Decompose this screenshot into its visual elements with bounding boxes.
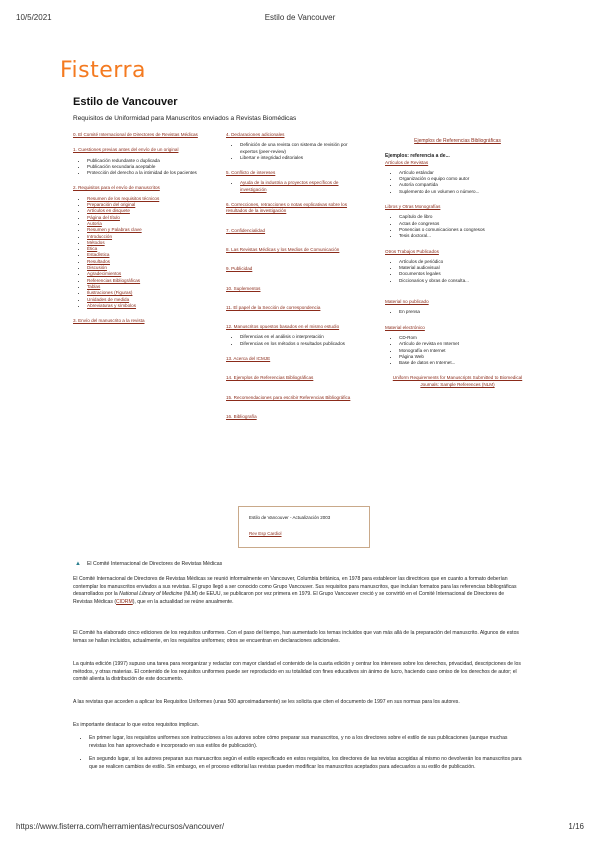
toc-link-6[interactable]: 6. Correcciones, retracciones o notas explicativas sobre los resultados de la investigación	[226, 202, 348, 214]
toc-sublist-1	[73, 158, 218, 177]
toc-sublink[interactable]: Estadística	[87, 252, 110, 258]
section-heading	[75, 561, 222, 567]
toc-link-5[interactable]: 5. Conflicto de intereses	[226, 170, 276, 176]
triangle-up-icon[interactable]: ▲	[75, 561, 81, 567]
list-item: • Actas de congresos	[399, 221, 530, 227]
toc-sublink[interactable]: Preparación del original	[87, 202, 136, 208]
toc-link-12[interactable]: 12. Manuscritos opuestos basados en el mismo estudio	[226, 324, 340, 330]
toc-link-3[interactable]: 3. Envío del manuscrito a la revista	[73, 318, 145, 324]
toc-sublink[interactable]: Métodos	[87, 239, 105, 245]
toc-sublink[interactable]: Resumen de los requisitos técnicos	[87, 195, 160, 201]
toc-sublink[interactable]: Artículos en disquete	[87, 208, 130, 214]
page-subtitle: Requisitos de Uniformidad para Manuscritos enviados a Revistas Biomédicas	[73, 115, 297, 122]
body-paragraph-5: Es importante destacar lo que estos requisitos implican.	[73, 722, 199, 728]
print-url: https://www.fisterra.com/herramientas/recursos/vancouver/	[16, 822, 225, 831]
toc-sublink[interactable]: Discusión	[87, 265, 107, 271]
paragraph-text: El Comité Internacional de Directores de Revistas Médicas se reunió informalmente en Vancouver, Columbia británica, en 1978 para establecer las directrices que en cuanto a formato deberían contemplar los manuscritos enviados a sus revistas. El grupo llegó a ser conocido como Grupo Vancouver. Sus requisitos para manuscritos, que incluían formatos para las referencias bibliográficas desarrollados por la	[73, 576, 517, 597]
reference-box-title: Estilo de Vancouver - Actualización 2003	[249, 515, 331, 520]
list-item: • Autoría compartida	[399, 182, 530, 188]
toc-link-8[interactable]: 8. Las Revistas Médicas y los Medios de Comunicación	[226, 246, 340, 252]
toc-link-16[interactable]: 16. Bibliografía	[226, 413, 257, 419]
toc-sublink[interactable]: Abreviaturas y símbolos	[87, 302, 137, 308]
list-item: • Página Web	[399, 354, 530, 360]
list-item: • Monografía en Internet	[399, 348, 530, 354]
toc-link-9[interactable]: 9. Publicidad	[226, 266, 253, 272]
paragraph-emphasis: National Library of Medicine	[119, 591, 183, 597]
toc-link-15[interactable]: 15. Recomendaciones para escribir Referencias Bibliográfica	[226, 394, 351, 400]
toc-link-1[interactable]: 1. Cuestiones previas antes del envío de un original	[73, 147, 179, 153]
examples-list	[385, 259, 530, 284]
list-item: • Protección del derecho a la intimidad de los pacientes	[87, 170, 218, 176]
section-heading-text: El Comité Internacional de Directores de Revistas Médicas	[86, 561, 223, 567]
list-item: • Publicación redundante o duplicada	[87, 158, 218, 164]
toc-link-0[interactable]: 0. El Comité Internacional de Directores de Revistas Médicas	[73, 132, 198, 137]
examples-heading-link[interactable]: Ejemplos de Referencias Bibliográficas	[414, 138, 501, 144]
toc-link-4[interactable]: 4. Declaraciones adicionales	[226, 132, 285, 137]
toc-link-13[interactable]: 13. Acerca del ICMJE	[226, 356, 271, 362]
print-date: 10/5/2021	[16, 13, 52, 22]
toc-sublist-12	[226, 334, 366, 347]
toc-sublink[interactable]: Agradecimientos	[87, 271, 122, 277]
paragraph-text: (NLM) de EEUU, se publicaron por vez primera en 1979. El Grupo Vancouver creció y se convirtió en el Comité Internacional de Directores de Revistas Médicas (	[73, 591, 505, 605]
examples-column	[385, 138, 530, 388]
list-item: • En segundo lugar, si los autores preparan sus manuscritos según el estilo especificado en estos requisitos, los directores de las revistas acogidas al mismo no devolverán los manuscritos para que se realicen cambios de estilo. Sin embargo, en el proceso editorial las revistas pueden modificar los manuscritos aceptados para adecuarlos a su estilo de publicación.	[89, 756, 525, 771]
page-title: Estilo de Vancouver	[73, 96, 178, 108]
toc-sublink[interactable]: Página del título	[87, 214, 120, 220]
list-item: • Organización o equipo como autor	[399, 176, 530, 182]
examples-list	[385, 170, 530, 195]
examples-category-link[interactable]: Artículos de Revistas	[385, 159, 429, 165]
examples-title: Ejemplos: referencia a de...	[385, 153, 450, 160]
list-item: • Suplemento de un volumen o número...	[399, 189, 530, 195]
body-paragraph-2: El Comité ha elaborado cinco ediciones de los requisitos uniformes. Con el paso del tiempo, han aumentado los temas incluidos que van más allá de la preparación del manuscrito. Algunos de estos temas se hallan incluidos, actualmente, en los requisitos uniformes; otros se encuentran en declaraciones adicionales.	[73, 630, 519, 644]
body-paragraph-1	[73, 576, 525, 606]
toc-sublink[interactable]: Ilustraciones (Figuras)	[87, 290, 133, 296]
examples-category-link[interactable]: Libros y Otras Monografías	[385, 204, 441, 210]
toc-sublink[interactable]: Introducción	[87, 233, 113, 239]
page-number: 1/16	[568, 822, 584, 831]
list-item: • Documentos legales	[399, 271, 530, 277]
paragraph-text: ), que en la actualidad se reúne anualmente.	[132, 598, 234, 605]
list-item: • Diferencias en los métodos o resultados publicados	[240, 341, 366, 347]
toc-sublink[interactable]: Ayuda de la industria a proyectos específicos de investigación	[240, 180, 339, 192]
list-item: • Material audiovisual	[399, 265, 530, 271]
toc-sublist-5	[226, 180, 366, 193]
toc-sublink[interactable]: Resumen y Palabras clave	[87, 227, 142, 233]
examples-category-link[interactable]: Material electrónico	[385, 324, 425, 330]
toc-sublink[interactable]: Ética	[87, 246, 98, 252]
toc-sublist-4	[226, 142, 366, 161]
list-item: • CD-Rom	[399, 335, 530, 341]
list-item: • Ponencias o comunicaciones a congresos	[399, 227, 530, 233]
print-page-title: Estilo de Vancouver	[264, 13, 336, 22]
toc-link-14[interactable]: 14. Ejemplos de Referencias Bibliográficas	[226, 375, 314, 381]
body-paragraph-3: La quinta edición (1997) supuso una tarea para reorganizar y redactar con mayor claridad el contenido de la cuarta edición y centrar los intereses sobre los derechos, privacidad, descripciones de los métodos, y otras materias. El contenido de los requisitos uniformes puede ser reproducido en su totalidad con fines educativos sin ánimo de lucro, haciendo caso omiso de los derechos de autor; el comité alienta la distribución de este documento.	[73, 661, 521, 682]
toc-sublink[interactable]: Resultados	[87, 258, 110, 264]
toc-link-2[interactable]: 2. Requisitos para el envío de manuscritos	[73, 185, 160, 191]
examples-category-link[interactable]: Material no publicado	[385, 299, 429, 305]
list-item: • Artículo de revista en Internet	[399, 341, 530, 347]
toc-column-2	[226, 132, 366, 420]
body-bullets	[73, 735, 525, 777]
toc-sublink[interactable]: Tablas	[87, 283, 101, 289]
list-item: • Definición de una revista con sistema de revisión por expertos (peer-review)	[240, 142, 366, 155]
list-item: • Diferencias en el análisis o interpretación	[240, 334, 366, 340]
list-item: • En primer lugar, los requisitos uniformes son instrucciones a los autores sobre cómo preparar sus manuscritos, y no a los directores sobre el estilo de sus publicaciones (aunque muchas revistas los han aprovechado e incorporado en sus estilos de publicación).	[89, 735, 525, 750]
toc-sublist-2	[73, 196, 218, 309]
list-item: • En prensa	[399, 309, 530, 315]
reference-box	[238, 506, 370, 548]
toc-link-7[interactable]: 7. Confidencialidad	[226, 227, 266, 233]
examples-category-link[interactable]: Otros Trabajos Publicados	[385, 248, 439, 254]
list-item: • Libertar e integridad editoriales	[240, 155, 366, 161]
examples-list	[385, 335, 530, 366]
list-item: • Base de datos en Internet...	[399, 360, 530, 366]
toc-link-11[interactable]: 11. El papel de la Sección de correspondencia	[226, 304, 321, 310]
toc-sublink[interactable]: Autoría	[87, 220, 102, 226]
toc-column-1	[73, 132, 218, 324]
body-paragraph-4: A las revistas que acceden a aplicar los Requisitos Uniformes (unas 500 aproximadamente) se les solicita que citen el documento de 1997 en sus normas para los autores.	[73, 699, 460, 705]
toc-sublink[interactable]: Referencias Bibliográficas	[87, 277, 141, 283]
fisterra-logo[interactable]: Fisterra	[60, 58, 146, 83]
list-item: • Artículo estándar	[399, 170, 530, 176]
list-item: • Capítulo de libro	[399, 214, 530, 220]
list-item: • Artículos de periódico	[399, 259, 530, 265]
list-item: • Publicación secundaria aceptable	[87, 164, 218, 170]
list-item: • Tesis doctoral...	[399, 233, 530, 239]
toc-link-10[interactable]: 10. Suplementos	[226, 285, 261, 291]
list-item: • Diccionarios y obras de consulta...	[399, 278, 530, 284]
reference-box-link[interactable]: Rev Esp Cardiol	[249, 531, 282, 536]
toc-sublink[interactable]: Unidades de medida	[87, 296, 130, 302]
examples-list	[385, 214, 530, 239]
nlm-sample-references-link[interactable]: Uniform Requirements for Manuscripts Submitted to Biomedical Journals: Sample References (NLM)	[392, 375, 523, 387]
cidrm-link[interactable]: CIDRM	[116, 598, 133, 605]
